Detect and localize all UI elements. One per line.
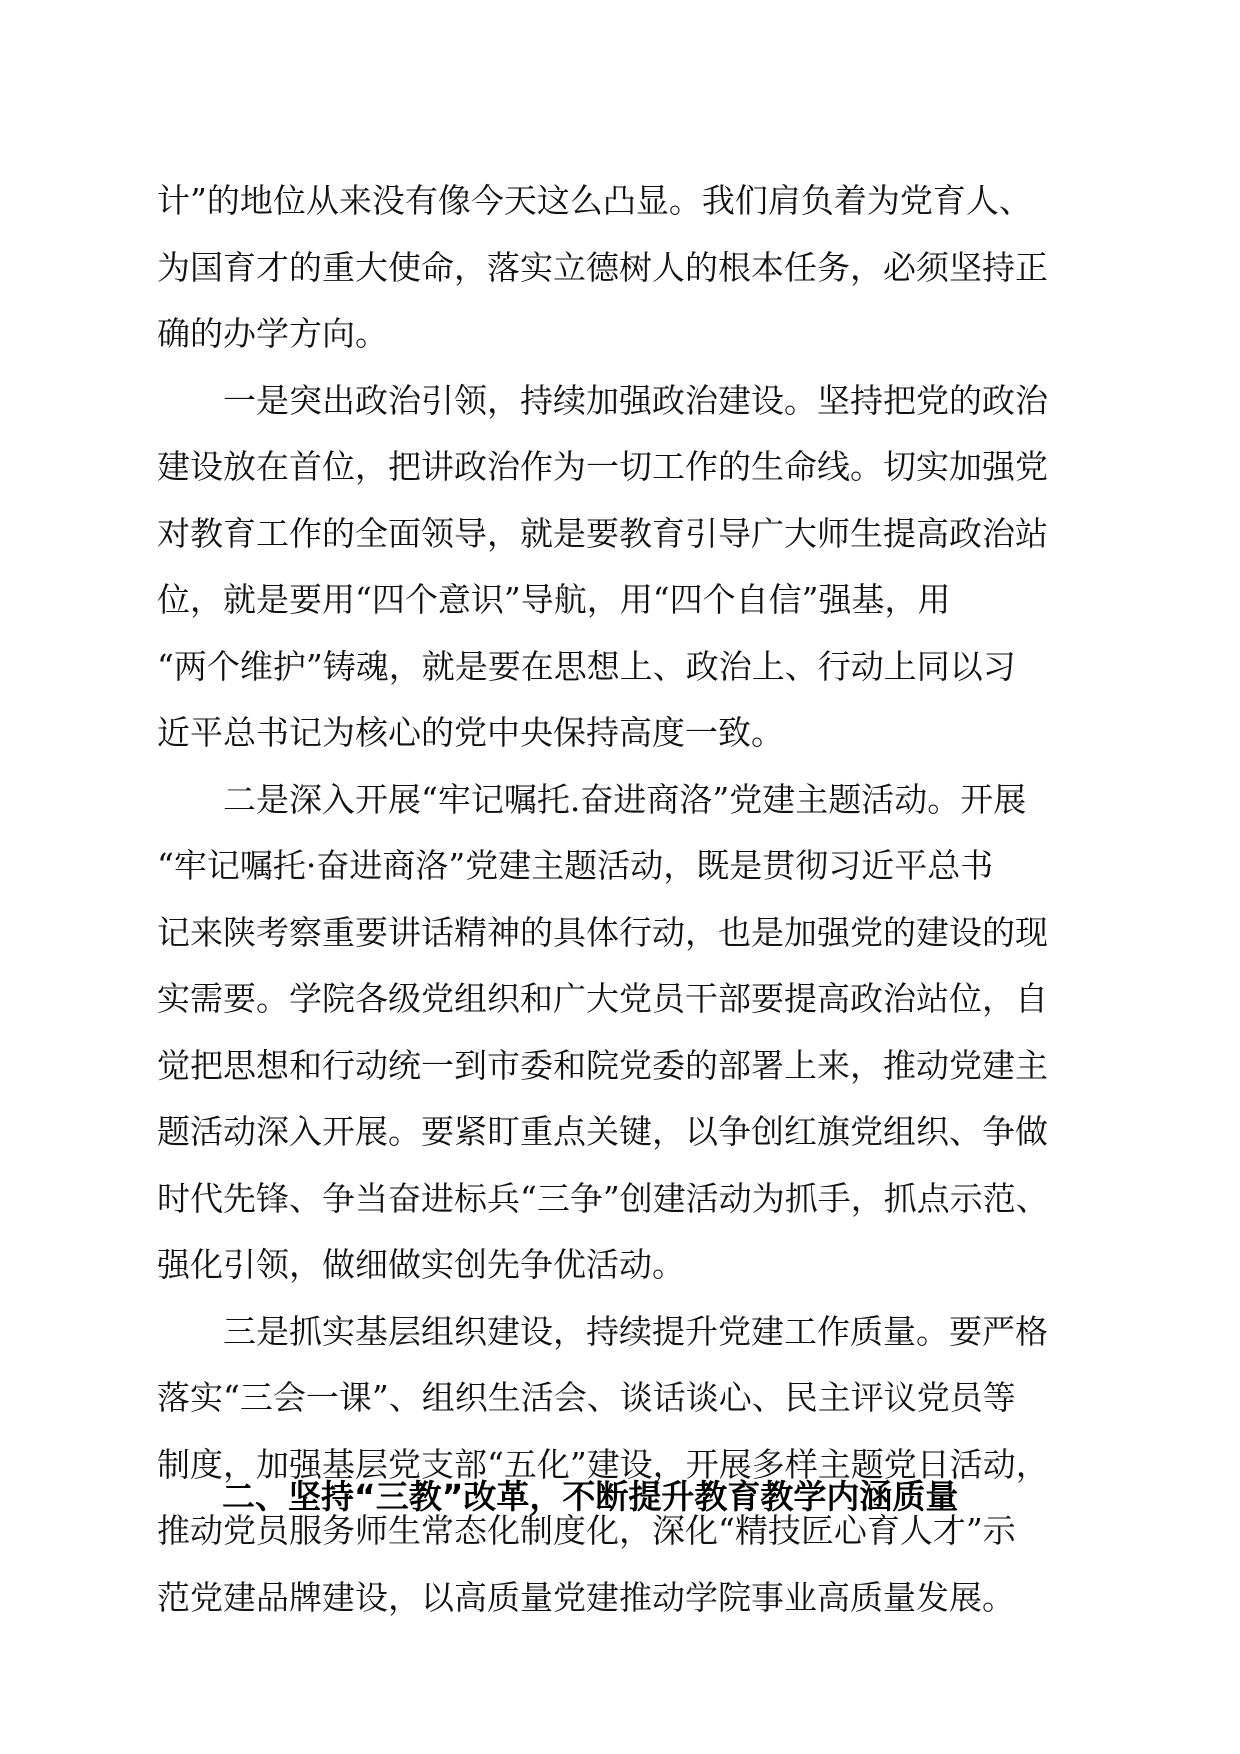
text-line: 落实“三会一课”、组织生活会、谈话谈心、民主评议党员等: [157, 1378, 1016, 1417]
text-line: 二是深入开展“牢记嘱托.奋进商洛”党建主题活动。开展: [223, 779, 1027, 819]
text-line: 觉把思想和行动统一到市委和院党委的部署上来，推动党建主: [157, 1045, 1048, 1085]
text-line: 确的办学方向。: [157, 314, 388, 353]
text-line: 时代先锋、争当奋进标兵“三争”创建活动为抓手，抓点示范、: [157, 1178, 1049, 1218]
text-line: 对教育工作的全面领导，就是要教育引导广大师生提高政治站: [157, 513, 1048, 553]
text-line: 三是抓实基层组织建设，持续提升党建工作质量。要严格: [223, 1311, 1048, 1351]
text-line: 推动党员服务师生常态化制度化，深化“精技匠心育人才”示: [157, 1511, 1016, 1550]
text-line: 建设放在首位，把讲政治作为一切工作的生命线。切实加强党: [157, 447, 1048, 486]
section-heading: 二、坚持“三教”改革，不断提升教育教学内涵质量: [222, 1477, 959, 1516]
text-line: 实需要。学院各级党组织和广大党员干部要提高政治站位，自: [157, 979, 1048, 1018]
text-line: 计”的地位从来没有像今天这么凸显。我们肩负着为党育人、: [157, 181, 1032, 220]
body-text: [157, 168, 1077, 1631]
paragraph-2: [157, 368, 1077, 767]
text-line: 制度，加强基层党支部“五化”建设，开展多样主题党日活动，: [157, 1444, 1049, 1484]
text-line: 强化引领，做细做实创先争优活动。: [157, 1245, 685, 1284]
paragraph-3: [157, 767, 1077, 1299]
text-line: 近平总书记为核心的党中央保持高度一致。: [157, 713, 784, 752]
text-line: 范党建品牌建设，以高质量党建推动学院事业高质量发展。: [157, 1577, 1015, 1617]
text-line: “两个维护”铸魂，就是要在思想上、政治上、行动上同以习: [157, 646, 1016, 686]
text-line: 位，就是要用“四个意识”导航，用“四个自信”强基，用: [157, 580, 951, 619]
text-line: 题活动深入开展。要紧盯重点关键，以争创红旗党组织、争做: [157, 1112, 1048, 1151]
paragraph-1: [157, 168, 1077, 368]
text-line: 记来陕考察重要讲话精神的具体行动，也是加强党的建设的现: [157, 912, 1048, 952]
text-line: 一是突出政治引领，持续加强政治建设。坚持把党的政治: [223, 380, 1048, 420]
text-line: 为国育才的重大使命，落实立德树人的根本任务，必须坚持正: [157, 247, 1048, 287]
text-line: “牢记嘱托·奋进商洛”党建主题活动，既是贯彻习近平总书: [157, 846, 994, 885]
